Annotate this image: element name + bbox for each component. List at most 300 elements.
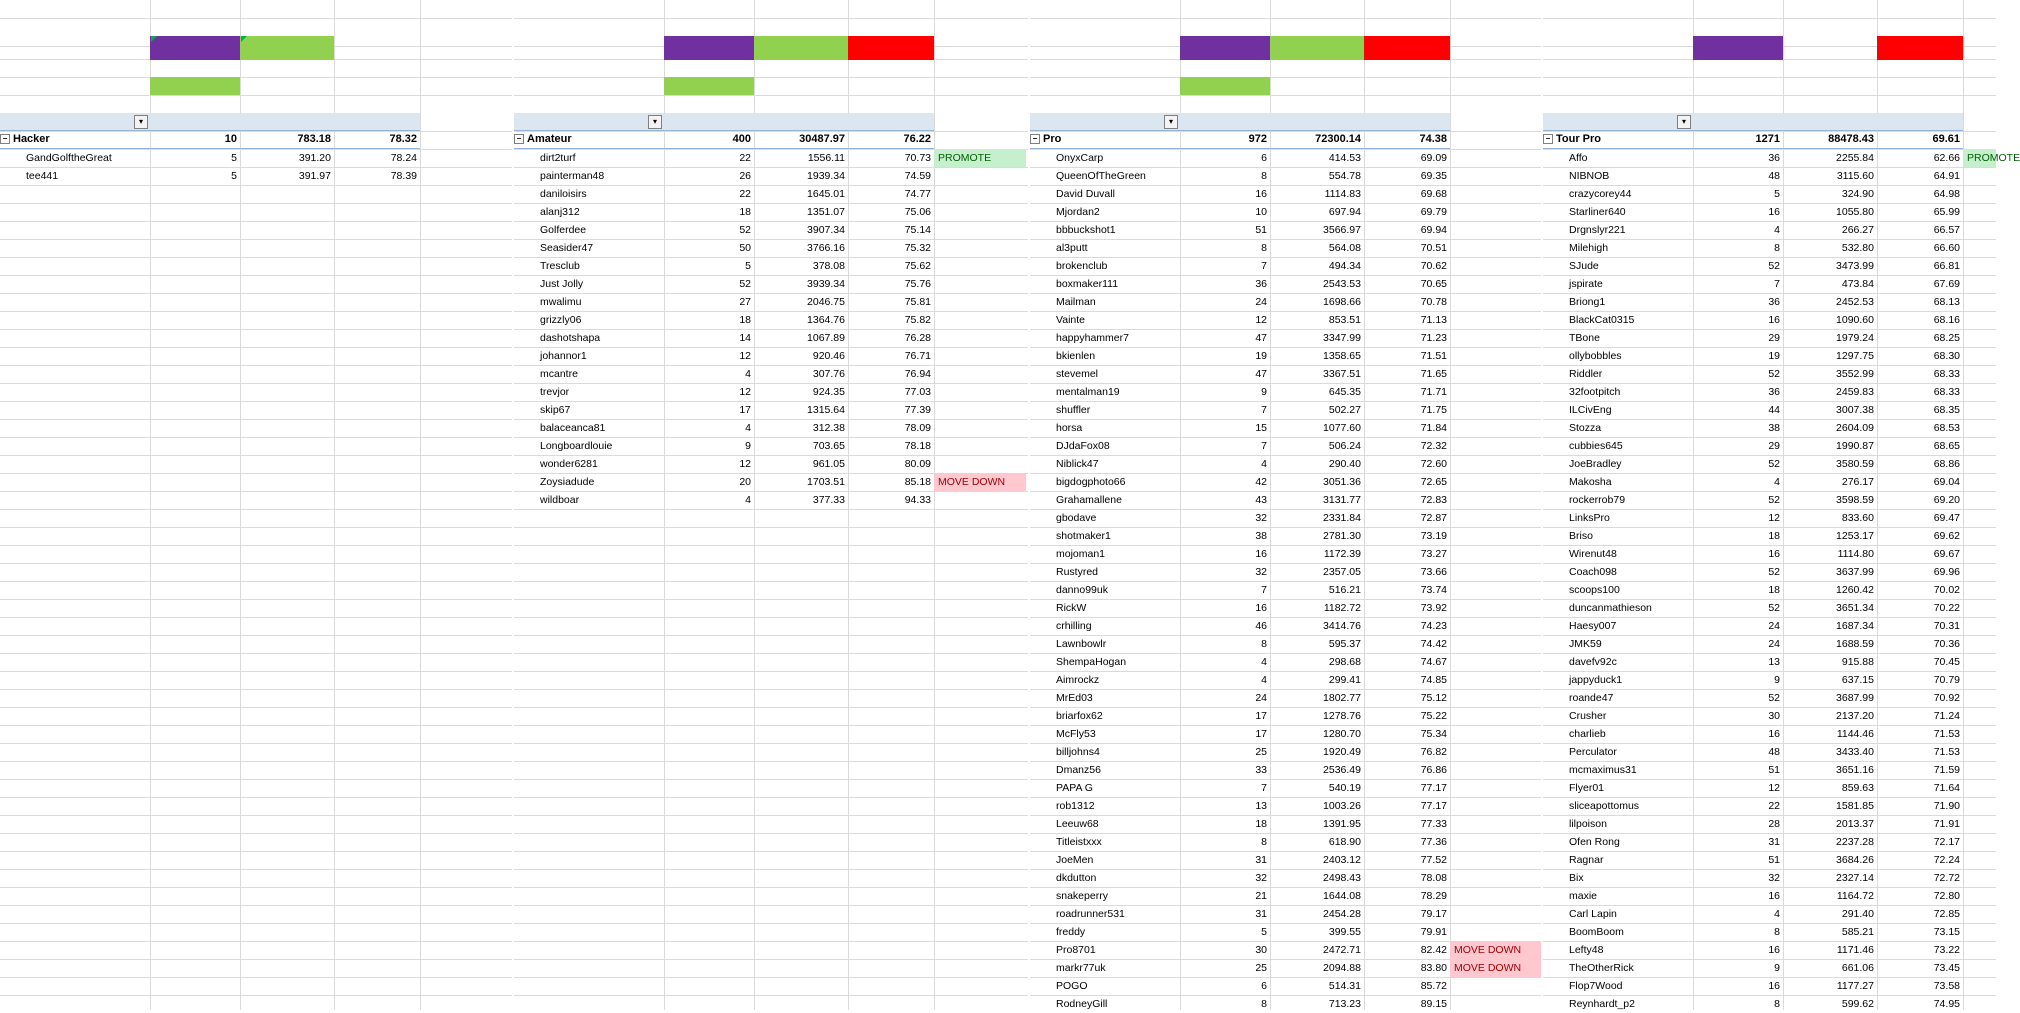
player-name[interactable]: Affo	[1569, 152, 1588, 164]
player-name[interactable]: Wirenut48	[1569, 548, 1617, 560]
filter-dropdown-icon[interactable]: ▾	[648, 115, 662, 129]
player-name[interactable]: jspirate	[1569, 278, 1603, 290]
player-name[interactable]: al3putt	[1056, 242, 1088, 254]
player-rounds: 20	[739, 476, 751, 488]
player-name[interactable]: Carl Lapin	[1569, 908, 1617, 920]
move-down-flag: MOVE DOWN	[1450, 941, 1541, 959]
player-rounds: 36	[1255, 278, 1267, 290]
player-name[interactable]: markr77uk	[1056, 962, 1106, 974]
row-labels-header[interactable]	[1033, 113, 1163, 131]
player-name[interactable]: ollybobbles	[1569, 350, 1622, 362]
collapse-minus-icon[interactable]: −	[1543, 134, 1553, 144]
player-adj-total: 1688.59	[1836, 638, 1874, 650]
player-name[interactable]: Perculator	[1569, 746, 1617, 758]
player-name[interactable]: happyhammer7	[1056, 332, 1129, 344]
player-name[interactable]: wonder6281	[540, 458, 598, 470]
player-adj-total: 1358.65	[1323, 350, 1361, 362]
player-field1: 73.22	[1933, 944, 1960, 956]
player-name[interactable]: alanj312	[540, 206, 580, 218]
player-name[interactable]: QueenOfTheGreen	[1056, 170, 1146, 182]
player-adj-total: 276.17	[1841, 476, 1874, 488]
player-name[interactable]: Leeuw68	[1056, 818, 1099, 830]
player-field1: 73.15	[1933, 926, 1960, 938]
player-field1: 70.36	[1933, 638, 1960, 650]
player-adj-total: 1260.42	[1836, 584, 1874, 596]
player-field1: 78.29	[1420, 890, 1447, 902]
player-name[interactable]: Flyer01	[1569, 782, 1605, 794]
player-rounds: 29	[1768, 332, 1780, 344]
player-name[interactable]: Ragnar	[1569, 854, 1604, 866]
player-name[interactable]: dirt2turf	[540, 152, 576, 164]
player-name[interactable]: Mailman	[1056, 296, 1096, 308]
player-field1: 70.22	[1933, 602, 1960, 614]
group-field1: 74.38	[1364, 131, 1450, 149]
promotion-level-value[interactable]	[1270, 36, 1364, 60]
player-field1: 65.99	[1933, 206, 1960, 218]
player-name[interactable]: TBone	[1569, 332, 1600, 344]
player-name[interactable]: duncanmathieson	[1569, 602, 1652, 614]
player-name[interactable]: PAPA G	[1056, 782, 1093, 794]
player-name[interactable]: Stozza	[1569, 422, 1602, 434]
player-name[interactable]: RickW	[1056, 602, 1087, 614]
player-name[interactable]: Lawnbowlr	[1056, 638, 1107, 650]
player-adj-total: 618.90	[1328, 836, 1361, 848]
player-field1: 74.77	[904, 188, 931, 200]
player-field1: 68.13	[1933, 296, 1960, 308]
player-name[interactable]: gbodave	[1056, 512, 1097, 524]
group-adj-total: 783.18	[240, 131, 334, 149]
sum-rounds-header[interactable]	[150, 113, 240, 131]
player-name[interactable]: NIBNOB	[1569, 170, 1610, 182]
player-field1: 70.62	[1420, 260, 1447, 272]
player-name[interactable]: JoeBradley	[1569, 458, 1622, 470]
player-name[interactable]: stevemel	[1056, 368, 1099, 380]
player-rounds: 8	[1774, 926, 1780, 938]
player-adj-total: 514.31	[1328, 980, 1361, 992]
player-field1: 67.69	[1933, 278, 1960, 290]
promotion-level-header	[1270, 18, 1364, 36]
player-field1: 73.27	[1420, 548, 1447, 560]
player-rounds: 12	[739, 386, 751, 398]
player-name[interactable]: LinksPro	[1569, 512, 1610, 524]
sum-adj-total-header[interactable]	[754, 113, 848, 131]
player-rounds: 16	[1768, 890, 1780, 902]
player-name[interactable]: trevjor	[540, 386, 570, 398]
sum-adj-total-header[interactable]	[1270, 113, 1364, 131]
player-name[interactable]: Drgnslyr221	[1569, 224, 1626, 236]
average-label	[1543, 36, 1693, 60]
player-rounds: 8	[1774, 998, 1780, 1010]
promote-flag: PROMOTE	[1963, 149, 1996, 167]
player-field1: 79.91	[1420, 926, 1447, 938]
player-rounds: 4	[1261, 458, 1267, 470]
player-adj-total: 307.76	[812, 368, 845, 380]
player-rounds: 13	[1255, 800, 1267, 812]
player-adj-total: 1177.27	[1836, 980, 1874, 992]
player-adj-total: 1802.77	[1323, 692, 1361, 704]
player-name[interactable]: balaceanca81	[540, 422, 606, 434]
player-adj-total: 645.35	[1328, 386, 1361, 398]
player-field1: 69.96	[1933, 566, 1960, 578]
filter-dropdown-icon[interactable]: ▾	[134, 115, 148, 129]
player-adj-total: 2472.71	[1323, 944, 1361, 956]
player-name[interactable]: shotmaker1	[1056, 530, 1111, 542]
player-name[interactable]: McFly53	[1056, 728, 1096, 740]
demotion-level-value[interactable]	[1364, 36, 1450, 60]
player-name[interactable]: charlieb	[1569, 728, 1606, 740]
player-rounds: 9	[745, 440, 751, 452]
player-name[interactable]: Crusher	[1569, 710, 1607, 722]
player-name[interactable]: roadrunner531	[1056, 908, 1125, 920]
player-field1: 76.71	[904, 350, 931, 362]
player-rounds: 9	[1774, 962, 1780, 974]
player-field1: 71.51	[1420, 350, 1447, 362]
player-name[interactable]: wildboar	[540, 494, 580, 506]
player-name[interactable]: bkienlen	[1056, 350, 1096, 362]
player-name[interactable]: Titleistxxx	[1056, 836, 1102, 848]
player-name[interactable]: Longboardlouie	[540, 440, 613, 452]
player-name[interactable]: danno99uk	[1056, 584, 1108, 596]
player-name[interactable]: Mjordan2	[1056, 206, 1100, 218]
average-value[interactable]	[150, 36, 240, 60]
player-name[interactable]: rockerrob79	[1569, 494, 1626, 506]
demotion-level-value[interactable]	[848, 36, 934, 60]
player-name[interactable]: BlackCat0315	[1569, 314, 1635, 326]
player-adj-total: 506.24	[1328, 440, 1361, 452]
player-rounds: 9	[1261, 386, 1267, 398]
player-rounds: 16	[1255, 548, 1267, 560]
player-name[interactable]: Pro8701	[1056, 944, 1096, 956]
promotion-threshold-value[interactable]	[1180, 77, 1270, 95]
player-name[interactable]: crazycorey44	[1569, 188, 1632, 200]
sum-adj-total-header[interactable]	[240, 113, 334, 131]
player-name[interactable]: Niblick47	[1056, 458, 1099, 470]
player-field1: 71.59	[1933, 764, 1960, 776]
player-field1: 74.42	[1420, 638, 1447, 650]
player-field1: 70.51	[1420, 242, 1447, 254]
player-adj-total: 1364.76	[807, 314, 845, 326]
player-name[interactable]: snakeperry	[1056, 890, 1108, 902]
player-name[interactable]: SJude	[1569, 260, 1599, 272]
player-name[interactable]: Vainte	[1056, 314, 1085, 326]
player-adj-total: 3687.99	[1836, 692, 1874, 704]
player-field1: 77.03	[904, 386, 931, 398]
player-rounds: 28	[1768, 818, 1780, 830]
player-name[interactable]: rob1312	[1056, 800, 1095, 812]
player-rounds: 24	[1768, 620, 1780, 632]
player-name[interactable]: jappyduck1	[1569, 674, 1623, 686]
player-adj-total: 859.63	[1841, 782, 1874, 794]
player-adj-total: 1253.17	[1836, 530, 1874, 542]
player-rounds: 19	[1768, 350, 1780, 362]
player-adj-total: 3473.99	[1836, 260, 1874, 272]
player-adj-total: 2331.84	[1323, 512, 1361, 524]
player-field1: 75.14	[904, 224, 931, 236]
collapse-minus-icon[interactable]: −	[1030, 134, 1040, 144]
player-name[interactable]: Rustyred	[1056, 566, 1099, 578]
player-adj-total: 3367.51	[1323, 368, 1361, 380]
player-rounds: 43	[1255, 494, 1267, 506]
player-name[interactable]: dashotshapa	[540, 332, 601, 344]
player-name[interactable]: Dmanz56	[1056, 764, 1101, 776]
player-rounds: 7	[1261, 584, 1267, 596]
player-rounds: 16	[1768, 548, 1780, 560]
player-adj-total: 1278.76	[1323, 710, 1361, 722]
player-name[interactable]: horsa	[1056, 422, 1083, 434]
player-name[interactable]: Grahamallene	[1056, 494, 1122, 506]
player-name[interactable]: Just Jolly	[540, 278, 584, 290]
average-value[interactable]	[664, 36, 754, 60]
collapse-minus-icon[interactable]: −	[514, 134, 524, 144]
pivot-section-tour-pro-average	[1543, 0, 2020, 1010]
sum-field1-header[interactable]	[1877, 113, 1963, 131]
player-name[interactable]: boxmaker111	[1056, 278, 1119, 290]
player-field1: 74.85	[1420, 674, 1447, 686]
player-rounds: 52	[1768, 602, 1780, 614]
group-rounds: 972	[1180, 131, 1270, 149]
player-field1: 73.74	[1420, 584, 1447, 596]
player-name[interactable]: mcmaximus31	[1569, 764, 1637, 776]
move-down-flag: MOVE DOWN	[934, 473, 1026, 491]
player-name[interactable]: Flop7Wood	[1569, 980, 1623, 992]
player-name[interactable]: POGO	[1056, 980, 1088, 992]
move-down-flag: MOVE DOWN	[1450, 959, 1541, 977]
player-name[interactable]: brokenclub	[1056, 260, 1108, 272]
player-adj-total: 713.23	[1328, 998, 1361, 1010]
player-field1: 73.45	[1933, 962, 1960, 974]
demotion-level-value[interactable]	[1877, 36, 1963, 60]
player-adj-total: 564.08	[1328, 242, 1361, 254]
promotion-note	[1273, 77, 1453, 95]
player-field1: 78.24	[390, 152, 417, 164]
player-name[interactable]: cubbies645	[1569, 440, 1623, 452]
collapse-minus-icon[interactable]: −	[0, 134, 10, 144]
player-field1: 72.85	[1933, 908, 1960, 920]
player-name[interactable]: 32footpitch	[1569, 386, 1621, 398]
player-rounds: 18	[739, 314, 751, 326]
player-adj-total: 266.27	[1841, 224, 1874, 236]
row-labels-header[interactable]	[1546, 113, 1676, 131]
player-name[interactable]: Riddler	[1569, 368, 1603, 380]
player-field1: 70.73	[904, 152, 931, 164]
player-name[interactable]: maxie	[1569, 890, 1598, 902]
player-adj-total: 1315.64	[807, 404, 845, 416]
player-rounds: 29	[1768, 440, 1780, 452]
player-name[interactable]: Milehigh	[1569, 242, 1609, 254]
player-rounds: 10	[1255, 206, 1267, 218]
player-field1: 72.87	[1420, 512, 1447, 524]
player-rounds: 51	[1255, 224, 1267, 236]
player-field1: 69.94	[1420, 224, 1447, 236]
sum-rounds-header[interactable]	[1180, 113, 1270, 131]
player-name[interactable]: sliceapottomus	[1569, 800, 1640, 812]
player-name[interactable]: crhilling	[1056, 620, 1092, 632]
player-rounds: 4	[1774, 908, 1780, 920]
average-value[interactable]	[1693, 36, 1783, 60]
player-name[interactable]: grizzly06	[540, 314, 582, 326]
player-name[interactable]: Aimrockz	[1056, 674, 1100, 686]
player-field1: 73.66	[1420, 566, 1447, 578]
player-field1: 69.20	[1933, 494, 1960, 506]
player-adj-total: 2357.05	[1323, 566, 1361, 578]
player-rounds: 12	[1768, 512, 1780, 524]
player-name[interactable]: briarfox62	[1056, 710, 1103, 722]
player-field1: 71.13	[1420, 314, 1447, 326]
player-name[interactable]: mojoman1	[1056, 548, 1106, 560]
player-name[interactable]: roande47	[1569, 692, 1614, 704]
player-name[interactable]: Seasider47	[540, 242, 594, 254]
player-field1: 78.08	[1420, 872, 1447, 884]
player-adj-total: 833.60	[1841, 512, 1874, 524]
player-name[interactable]: Starliner640	[1569, 206, 1626, 218]
player-name[interactable]: painterman48	[540, 170, 605, 182]
player-field1: 75.76	[904, 278, 931, 290]
player-adj-total: 1939.34	[807, 170, 845, 182]
player-rounds: 14	[739, 332, 751, 344]
player-field1: 75.82	[904, 314, 931, 326]
player-field1: 75.22	[1420, 710, 1447, 722]
group-adj-total: 72300.14	[1270, 131, 1364, 149]
player-field1: 77.36	[1420, 836, 1447, 848]
demotion-level-header	[334, 18, 420, 36]
promotion-threshold-value[interactable]	[664, 77, 754, 95]
player-name[interactable]: daniloisirs	[540, 188, 587, 200]
player-name[interactable]: ILCivEng	[1569, 404, 1612, 416]
player-adj-total: 1114.83	[1324, 188, 1361, 200]
player-adj-total: 299.41	[1328, 674, 1361, 686]
player-name[interactable]: Tresclub	[540, 260, 580, 272]
player-rounds: 4	[745, 422, 751, 434]
player-name[interactable]: dkdutton	[1056, 872, 1097, 884]
player-name[interactable]: GandGolftheGreat	[26, 152, 112, 164]
player-name[interactable]: skip67	[540, 404, 571, 416]
sum-rounds-header[interactable]	[664, 113, 754, 131]
player-adj-total: 661.06	[1841, 962, 1874, 974]
player-adj-total: 312.38	[812, 422, 845, 434]
sum-rounds-header[interactable]	[1693, 113, 1783, 131]
player-field1: 74.95	[1933, 998, 1960, 1010]
player-adj-total: 2452.53	[1836, 296, 1874, 308]
average-value[interactable]	[1180, 36, 1270, 60]
player-field1: 76.86	[1420, 764, 1447, 776]
player-name[interactable]: OnyxCarp	[1056, 152, 1104, 164]
player-name[interactable]: Haesy007	[1569, 620, 1617, 632]
player-name[interactable]: David Duvall	[1056, 188, 1115, 200]
player-name[interactable]: bigdogphoto66	[1056, 476, 1126, 488]
player-name[interactable]: MrEd03	[1056, 692, 1093, 704]
player-field1: 74.67	[1420, 656, 1447, 668]
promotion-threshold-value[interactable]	[150, 77, 240, 95]
player-name[interactable]: Bix	[1569, 872, 1584, 884]
player-name[interactable]: tee441	[26, 170, 59, 182]
player-adj-total: 2013.37	[1836, 818, 1874, 830]
player-field1: 64.98	[1933, 188, 1960, 200]
player-name[interactable]: billjohns4	[1056, 746, 1100, 758]
player-name[interactable]: JMK59	[1569, 638, 1602, 650]
player-adj-total: 290.40	[1328, 458, 1361, 470]
player-rounds: 5	[231, 152, 237, 164]
player-rounds: 18	[1768, 530, 1780, 542]
promotion-level-header	[754, 18, 848, 36]
player-name[interactable]: JoeMen	[1056, 854, 1094, 866]
player-name[interactable]: Ofen Rong	[1569, 836, 1620, 848]
player-field1: 71.84	[1420, 422, 1447, 434]
player-field1: 71.75	[1420, 404, 1447, 416]
player-name[interactable]: RodneyGill	[1056, 998, 1108, 1010]
player-name[interactable]: davefv92c	[1569, 656, 1617, 668]
player-field1: 78.39	[390, 170, 417, 182]
player-name[interactable]: TheOtherRick	[1569, 962, 1634, 974]
player-field1: 66.57	[1933, 224, 1960, 236]
player-field1: 72.60	[1420, 458, 1447, 470]
filter-dropdown-icon[interactable]: ▾	[1677, 115, 1691, 129]
player-adj-total: 3007.38	[1836, 404, 1874, 416]
player-adj-total: 3433.40	[1836, 746, 1874, 758]
sum-field1-header[interactable]	[848, 113, 934, 131]
player-field1: 71.53	[1933, 746, 1960, 758]
group-name: Pro	[1043, 133, 1062, 145]
player-adj-total: 378.08	[812, 260, 845, 272]
sum-adj-total-header[interactable]	[1783, 113, 1877, 131]
player-field1: 62.66	[1933, 152, 1960, 164]
sum-field1-header[interactable]	[1364, 113, 1450, 131]
player-rounds: 32	[1255, 566, 1267, 578]
player-name[interactable]: Reynhardt_p2	[1569, 998, 1635, 1010]
player-name[interactable]: Lefty48	[1569, 944, 1604, 956]
player-field1: 69.35	[1420, 170, 1447, 182]
player-field1: 71.64	[1933, 782, 1960, 794]
player-name[interactable]: mentalman19	[1056, 386, 1120, 398]
player-field1: 71.91	[1933, 818, 1960, 830]
row-labels-header[interactable]	[517, 113, 647, 131]
player-name[interactable]: johannor1	[540, 350, 587, 362]
player-name[interactable]: Golferdee	[540, 224, 587, 236]
sum-field1-header[interactable]	[334, 113, 420, 131]
player-name[interactable]: ShempaHogan	[1056, 656, 1127, 668]
player-name[interactable]: Briong1	[1569, 296, 1606, 308]
player-name[interactable]: mwalimu	[540, 296, 582, 308]
player-name[interactable]: bbbuckshot1	[1056, 224, 1116, 236]
player-name[interactable]: Briso	[1569, 530, 1593, 542]
player-name[interactable]: lilpoison	[1569, 818, 1607, 830]
player-name[interactable]: Coach098	[1569, 566, 1617, 578]
player-adj-total: 2498.43	[1323, 872, 1361, 884]
player-adj-total: 1645.01	[807, 188, 845, 200]
promotion-level-value[interactable]	[754, 36, 848, 60]
pivot-section-amateur-average	[514, 0, 1028, 1010]
player-adj-total: 2255.84	[1836, 152, 1874, 164]
player-rounds: 31	[1255, 908, 1267, 920]
player-rounds: 8	[1261, 998, 1267, 1010]
promotion-level-value[interactable]	[240, 36, 334, 60]
row-labels-header[interactable]	[3, 113, 133, 131]
player-name[interactable]: freddy	[1056, 926, 1086, 938]
player-name[interactable]: Makosha	[1569, 476, 1612, 488]
promote-flag: PROMOTE	[934, 149, 1026, 167]
player-name[interactable]: mcantre	[540, 368, 578, 380]
player-field1: 66.60	[1933, 242, 1960, 254]
player-adj-total: 1182.72	[1323, 602, 1361, 614]
player-name[interactable]: BoomBoom	[1569, 926, 1624, 938]
player-name[interactable]: Zoysiadude	[540, 476, 595, 488]
player-name[interactable]: scoops100	[1569, 584, 1620, 596]
filter-dropdown-icon[interactable]: ▾	[1164, 115, 1178, 129]
player-field1: 80.09	[904, 458, 931, 470]
player-rounds: 7	[1774, 278, 1780, 290]
player-name[interactable]: DJdaFox08	[1056, 440, 1110, 452]
player-field1: 70.45	[1933, 656, 1960, 668]
player-name[interactable]: shuffler	[1056, 404, 1091, 416]
